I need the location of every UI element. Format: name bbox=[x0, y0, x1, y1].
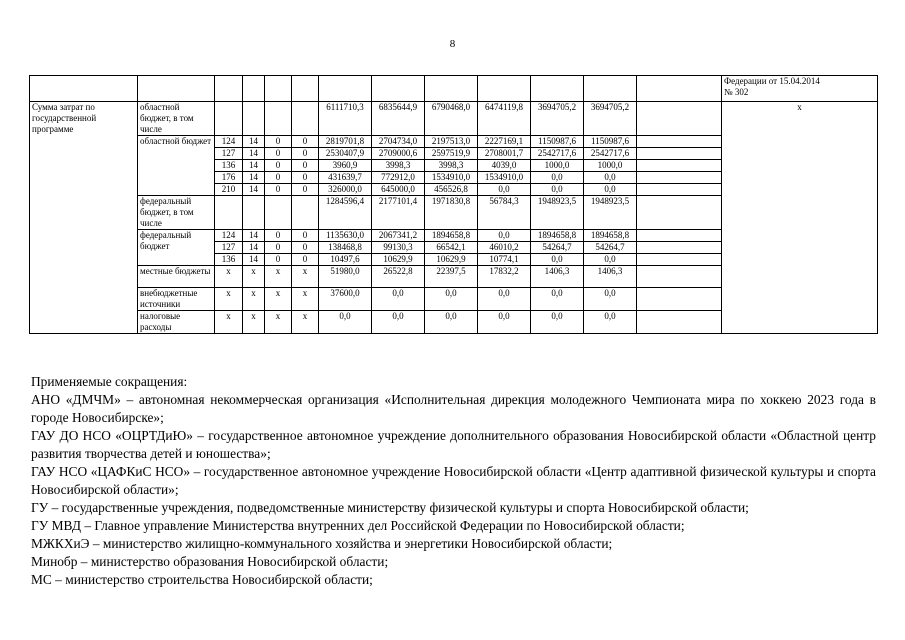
code-cell: x bbox=[215, 311, 243, 334]
program-label-cell: Сумма затрат по государственной программе bbox=[30, 102, 138, 334]
value-cell: 1406,3 bbox=[584, 266, 637, 288]
value-cell: 2709000,6 bbox=[372, 148, 425, 160]
code-cell: 0 bbox=[265, 136, 292, 148]
budget-table bbox=[29, 75, 878, 334]
code-cell bbox=[215, 196, 243, 230]
code-cell: 14 bbox=[243, 172, 265, 184]
value-cell: 0,0 bbox=[531, 288, 584, 311]
value-cell: 0,0 bbox=[478, 311, 531, 334]
empty-cell bbox=[637, 160, 722, 172]
code-cell bbox=[265, 102, 292, 136]
source-cell: местные бюджеты bbox=[138, 266, 215, 288]
value-cell: 1948923,5 bbox=[531, 196, 584, 230]
code-cell: 0 bbox=[265, 230, 292, 242]
code-cell bbox=[243, 196, 265, 230]
value-cell: 1971830,8 bbox=[425, 196, 478, 230]
value-cell: 0,0 bbox=[531, 184, 584, 196]
value-cell: 0,0 bbox=[584, 288, 637, 311]
empty-cell bbox=[637, 136, 722, 148]
value-cell: 0,0 bbox=[425, 288, 478, 311]
code-cell: x bbox=[292, 288, 319, 311]
code-cell: 0 bbox=[292, 148, 319, 160]
abbreviation-item: ГАУ НСО «ЦАФКиС НСО» – государственное автономное учреждение Новосибирской области «Центр адаптивной физической культуры и спорта Новосибирской области»; bbox=[31, 464, 876, 497]
source-cell: федеральный бюджет bbox=[138, 230, 215, 266]
abbreviation-item: ГАУ ДО НСО «ОЦРТДиЮ» – государственное автономное учреждение дополнительного образования Новосибирской области «Областной центр развития творчества детей и юношества»; bbox=[31, 428, 876, 461]
header-note-cell: Федерации от 15.04.2014 № 302 bbox=[722, 76, 878, 102]
value-cell: 10497,6 bbox=[319, 254, 372, 266]
empty-cell bbox=[637, 184, 722, 196]
value-cell: 3998,3 bbox=[372, 160, 425, 172]
value-cell: 22397,5 bbox=[425, 266, 478, 288]
code-cell: 14 bbox=[243, 160, 265, 172]
value-cell: 431639,7 bbox=[319, 172, 372, 184]
code-cell: x bbox=[215, 288, 243, 311]
value-cell: 0,0 bbox=[531, 311, 584, 334]
value-cell: 138468,8 bbox=[319, 242, 372, 254]
value-cell: 0,0 bbox=[584, 254, 637, 266]
abbreviation-item: МС – министерство строительства Новосибирской области; bbox=[31, 572, 373, 587]
code-cell: 136 bbox=[215, 254, 243, 266]
value-cell: 1000,0 bbox=[531, 160, 584, 172]
value-cell: 3998,3 bbox=[425, 160, 478, 172]
value-cell: 0,0 bbox=[478, 184, 531, 196]
code-cell: 127 bbox=[215, 148, 243, 160]
empty-cell bbox=[637, 254, 722, 266]
code-cell: x bbox=[265, 311, 292, 334]
code-cell: 124 bbox=[215, 230, 243, 242]
value-cell: 2067341,2 bbox=[372, 230, 425, 242]
empty-cell bbox=[637, 230, 722, 242]
value-cell: 0,0 bbox=[531, 254, 584, 266]
empty-cell bbox=[637, 266, 722, 288]
abbreviation-item: АНО «ДМЧМ» – автономная некоммерческая организация «Исполнительная дирекция молодежного Чемпионата мира по хоккею 2023 года в городе Новосибирске»; bbox=[31, 392, 876, 425]
header-continuation-row bbox=[30, 76, 878, 102]
code-cell: x bbox=[265, 288, 292, 311]
code-cell: 0 bbox=[265, 160, 292, 172]
code-cell: 14 bbox=[243, 230, 265, 242]
value-cell: 1000,0 bbox=[584, 160, 637, 172]
value-cell: 1406,3 bbox=[531, 266, 584, 288]
code-cell: 0 bbox=[292, 136, 319, 148]
code-cell: x bbox=[292, 266, 319, 288]
value-cell: 46010,2 bbox=[478, 242, 531, 254]
value-cell: 4039,0 bbox=[478, 160, 531, 172]
value-cell: 6474119,8 bbox=[478, 102, 531, 136]
code-cell: 14 bbox=[243, 148, 265, 160]
code-cell: x bbox=[243, 266, 265, 288]
code-cell: 14 bbox=[243, 254, 265, 266]
code-cell: 127 bbox=[215, 242, 243, 254]
code-cell bbox=[292, 102, 319, 136]
empty-cell bbox=[637, 242, 722, 254]
code-cell: 0 bbox=[292, 242, 319, 254]
value-cell: 10629,9 bbox=[425, 254, 478, 266]
value-cell: 0,0 bbox=[478, 230, 531, 242]
code-cell: 0 bbox=[292, 230, 319, 242]
code-cell bbox=[292, 196, 319, 230]
value-cell: 1894658,8 bbox=[531, 230, 584, 242]
code-cell: x bbox=[265, 266, 292, 288]
value-cell: 37600,0 bbox=[319, 288, 372, 311]
code-cell: 0 bbox=[265, 254, 292, 266]
value-cell: 10774,1 bbox=[478, 254, 531, 266]
value-cell: 326000,0 bbox=[319, 184, 372, 196]
value-cell: 2704734,0 bbox=[372, 136, 425, 148]
value-cell: 0,0 bbox=[531, 172, 584, 184]
code-cell: 0 bbox=[265, 172, 292, 184]
abbreviations-title: Применяемые сокращения: bbox=[31, 374, 188, 389]
value-cell: 2597519,9 bbox=[425, 148, 478, 160]
empty-cell bbox=[637, 148, 722, 160]
value-cell: 0,0 bbox=[425, 311, 478, 334]
empty-cell bbox=[637, 311, 722, 334]
value-cell: 2197513,0 bbox=[425, 136, 478, 148]
code-cell bbox=[243, 102, 265, 136]
value-cell: 54264,7 bbox=[531, 242, 584, 254]
code-cell: 0 bbox=[292, 254, 319, 266]
source-cell: федеральный бюджет, в том числе bbox=[138, 196, 215, 230]
value-cell: 1894658,8 bbox=[425, 230, 478, 242]
value-cell: 2542717,6 bbox=[531, 148, 584, 160]
abbreviation-item: ГУ МВД – Главное управление Министерства внутренних дел Российской Федерации по Новосибирской области; bbox=[31, 518, 685, 533]
empty-cell bbox=[637, 288, 722, 311]
abbreviations-section bbox=[31, 373, 876, 589]
code-cell: 124 bbox=[215, 136, 243, 148]
abbreviation-item: ГУ – государственные учреждения, подведомственные министерству физической культуры и спорта Новосибирской области; bbox=[31, 500, 749, 515]
value-cell: 0,0 bbox=[584, 172, 637, 184]
code-cell: 210 bbox=[215, 184, 243, 196]
value-cell: 0,0 bbox=[372, 311, 425, 334]
value-cell: 6111710,3 bbox=[319, 102, 372, 136]
code-cell: 0 bbox=[292, 160, 319, 172]
value-cell: 1150987,6 bbox=[531, 136, 584, 148]
value-cell: 26522,8 bbox=[372, 266, 425, 288]
code-cell: x bbox=[292, 311, 319, 334]
value-cell: 0,0 bbox=[584, 311, 637, 334]
code-cell: x bbox=[243, 288, 265, 311]
value-cell: 0,0 bbox=[319, 311, 372, 334]
code-cell bbox=[265, 196, 292, 230]
abbreviations-list bbox=[31, 391, 876, 589]
value-cell: 645000,0 bbox=[372, 184, 425, 196]
value-cell: 0,0 bbox=[584, 184, 637, 196]
value-cell: 1150987,6 bbox=[584, 136, 637, 148]
value-cell: 2542717,6 bbox=[584, 148, 637, 160]
value-cell: 2530407,9 bbox=[319, 148, 372, 160]
source-cell: областной бюджет bbox=[138, 136, 215, 196]
table-row bbox=[30, 102, 878, 136]
value-cell: 3960,9 bbox=[319, 160, 372, 172]
empty-cell bbox=[637, 172, 722, 184]
value-cell: 54264,7 bbox=[584, 242, 637, 254]
value-cell: 6790468,0 bbox=[425, 102, 478, 136]
value-cell: 1948923,5 bbox=[584, 196, 637, 230]
code-cell: 0 bbox=[265, 242, 292, 254]
value-cell: 2227169,1 bbox=[478, 136, 531, 148]
code-cell: 14 bbox=[243, 242, 265, 254]
code-cell: 176 bbox=[215, 172, 243, 184]
empty-cell bbox=[637, 102, 722, 136]
source-cell: внебюджетные источники bbox=[138, 288, 215, 311]
value-cell: 3694705,2 bbox=[584, 102, 637, 136]
page-number: 8 bbox=[449, 38, 456, 50]
value-cell: 66542,1 bbox=[425, 242, 478, 254]
code-cell: x bbox=[215, 266, 243, 288]
value-cell: 772912,0 bbox=[372, 172, 425, 184]
value-cell: 10629,9 bbox=[372, 254, 425, 266]
value-cell: 99130,3 bbox=[372, 242, 425, 254]
value-cell: 6835644,9 bbox=[372, 102, 425, 136]
code-cell: 14 bbox=[243, 184, 265, 196]
value-cell: 1534910,0 bbox=[425, 172, 478, 184]
value-cell: 1894658,8 bbox=[584, 230, 637, 242]
code-cell: 0 bbox=[265, 184, 292, 196]
value-cell: 56784,3 bbox=[478, 196, 531, 230]
abbreviation-item: Минобр – министерство образования Новосибирской области; bbox=[31, 554, 389, 569]
abbreviation-item: МЖКХиЭ – министерство жилищно-коммунального хозяйства и энергетики Новосибирской области; bbox=[31, 536, 613, 551]
code-cell: 0 bbox=[292, 172, 319, 184]
value-cell: 2177101,4 bbox=[372, 196, 425, 230]
value-cell: 1284596,4 bbox=[319, 196, 372, 230]
code-cell bbox=[215, 102, 243, 136]
code-cell: 136 bbox=[215, 160, 243, 172]
value-cell: 2708001,7 bbox=[478, 148, 531, 160]
value-cell: 17832,2 bbox=[478, 266, 531, 288]
value-cell: 1534910,0 bbox=[478, 172, 531, 184]
code-cell: 0 bbox=[265, 148, 292, 160]
value-cell: 3694705,2 bbox=[531, 102, 584, 136]
source-cell: налоговые расходы bbox=[138, 311, 215, 334]
value-cell: 0,0 bbox=[372, 288, 425, 311]
value-cell: 456526,8 bbox=[425, 184, 478, 196]
value-cell: 2819701,8 bbox=[319, 136, 372, 148]
source-cell: областной бюджет, в том числе bbox=[138, 102, 215, 136]
code-cell: 0 bbox=[292, 184, 319, 196]
code-cell: 14 bbox=[243, 136, 265, 148]
x-mark-cell: x bbox=[722, 102, 878, 334]
empty-cell bbox=[637, 196, 722, 230]
code-cell: x bbox=[243, 311, 265, 334]
value-cell: 0,0 bbox=[478, 288, 531, 311]
value-cell: 1135630,0 bbox=[319, 230, 372, 242]
value-cell: 51980,0 bbox=[319, 266, 372, 288]
